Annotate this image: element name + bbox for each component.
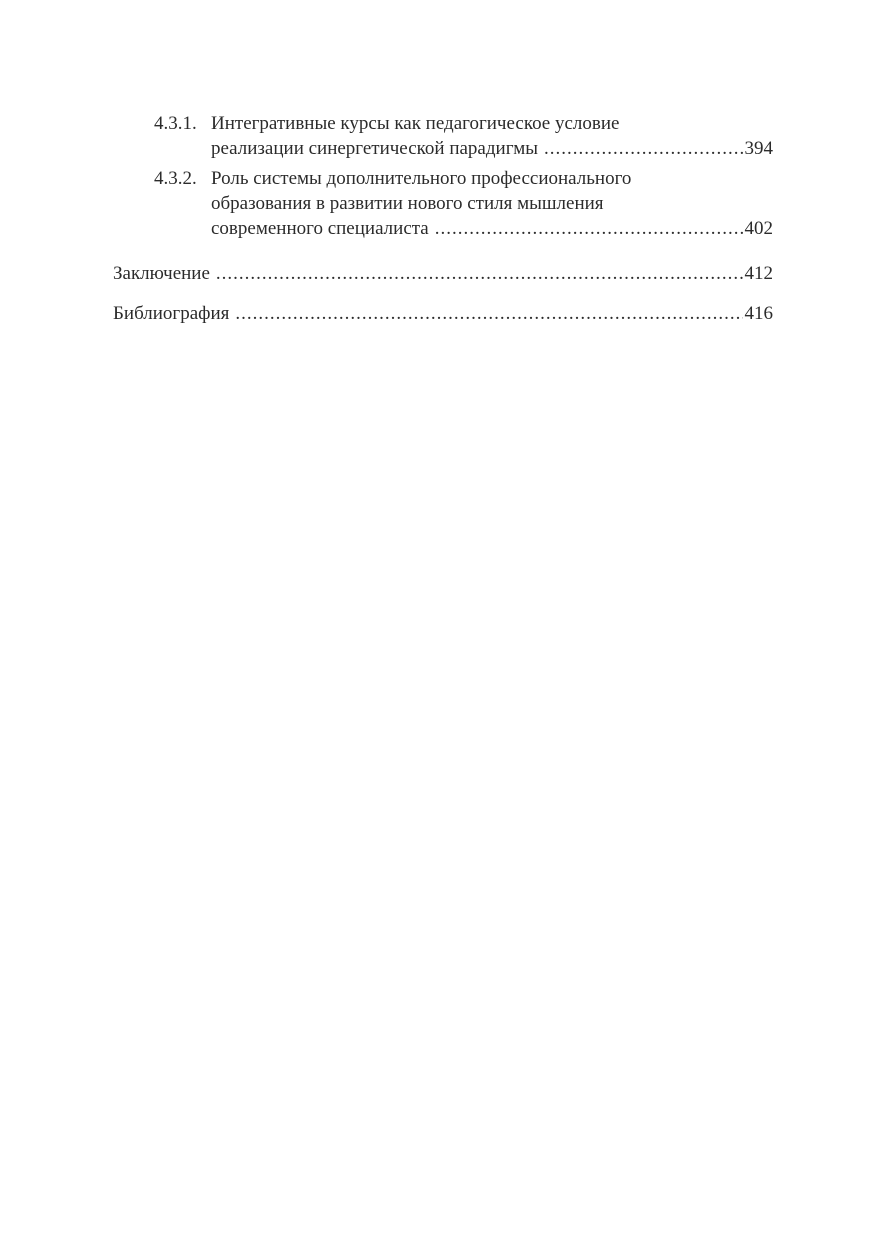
section-title-line: образования в развитии нового стиля мышления [211, 193, 604, 214]
toc-entry-line [113, 136, 773, 161]
section-title-line: Интегративные курсы как педагогическое условие [211, 113, 620, 134]
section-number: 4.3.2. [154, 168, 197, 189]
page-number: 402 [744, 218, 773, 239]
toc-entry-4-3-2[interactable] [113, 166, 773, 241]
section-number: 4.3.1. [154, 113, 197, 134]
section-title-line: современного специалиста [211, 218, 429, 239]
chapter-title: Заключение [113, 263, 210, 284]
toc-entry-line [113, 166, 773, 191]
toc-entry-line [113, 111, 773, 136]
spacer [113, 286, 773, 301]
spacer [113, 246, 773, 261]
dot-leader [544, 136, 742, 161]
page-number: 416 [744, 303, 773, 324]
page-number: 412 [744, 263, 773, 284]
dot-leader [435, 216, 743, 241]
toc-entry-line [113, 191, 773, 216]
section-title-line: Роль системы дополнительного профессионального [211, 168, 632, 189]
toc-entry-4-3-1[interactable] [113, 111, 773, 161]
toc-entry-line [113, 216, 773, 241]
toc-entry-line [113, 261, 773, 286]
chapter-title: Библиография [113, 303, 230, 324]
dot-leader [235, 301, 742, 326]
dot-leader [216, 261, 743, 286]
section-title-line: реализации синергетической парадигмы [211, 138, 539, 159]
toc-entry-conclusion[interactable] [113, 261, 773, 286]
toc-entry-line [113, 301, 773, 326]
page-number: 394 [744, 138, 773, 159]
table-of-contents [113, 111, 773, 326]
toc-entry-bibliography[interactable] [113, 301, 773, 326]
